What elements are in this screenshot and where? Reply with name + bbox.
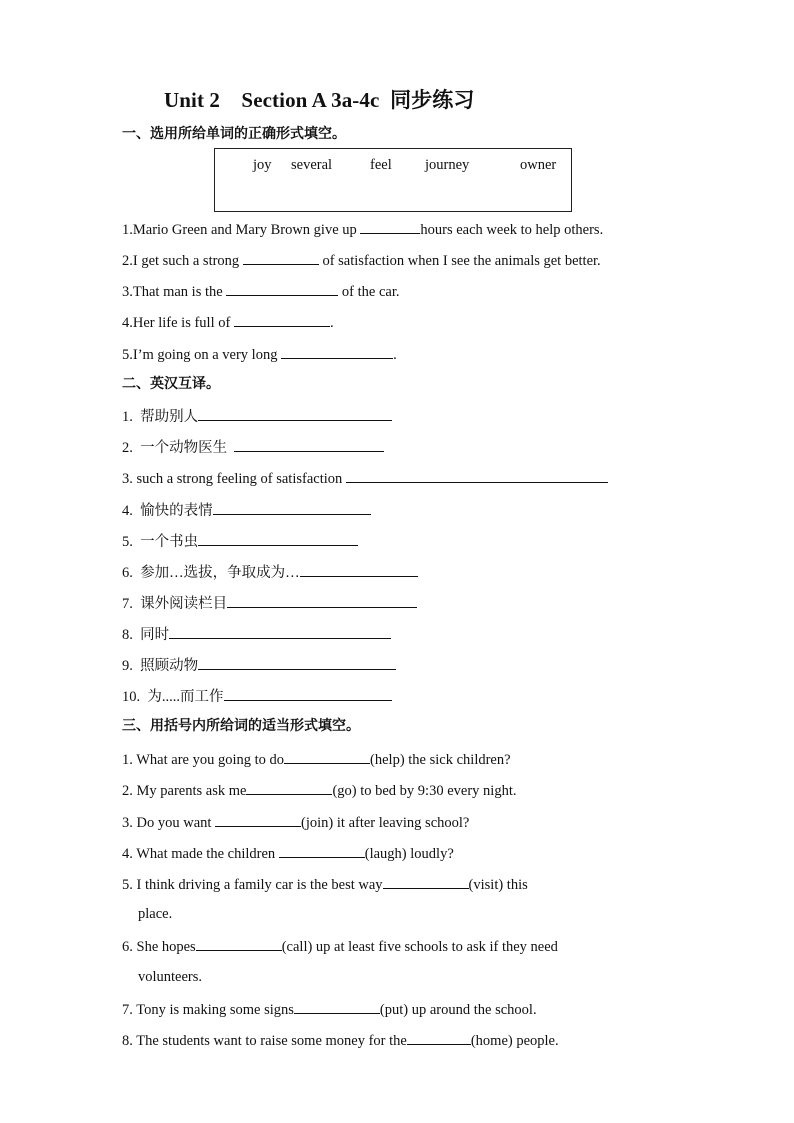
answer-blank[interactable]: [234, 436, 384, 452]
section3-heading: 三、用括号内所给词的适当形式填空。: [122, 718, 360, 734]
exercise-item: [122, 280, 400, 302]
item-text: (go) to bed by 9:30 every night.: [332, 783, 517, 799]
word-bank-item: feel: [370, 157, 392, 173]
answer-blank[interactable]: [196, 935, 282, 951]
exercise-item: [122, 842, 454, 864]
exercise-item: [122, 685, 392, 707]
section1-heading: 一、选用所给单词的正确形式填空。: [122, 126, 346, 142]
item-text: 3. Do you want: [122, 815, 216, 831]
exercise-item: [122, 654, 396, 676]
exercise-item: [122, 623, 391, 645]
item-text: 3.That man is the: [122, 284, 227, 300]
answer-blank[interactable]: [234, 311, 330, 327]
word-bank-box: [214, 148, 572, 212]
exercise-item: [122, 467, 608, 489]
answer-blank[interactable]: [300, 561, 418, 577]
item-text: 7. 课外阅读栏目: [122, 596, 228, 612]
answer-blank[interactable]: [407, 1029, 471, 1045]
answer-blank[interactable]: [246, 779, 332, 795]
item-text: 2. My parents ask me: [122, 783, 247, 799]
item-text: 2.I get such a strong: [122, 253, 243, 269]
item-text: of the car.: [338, 284, 400, 300]
answer-blank[interactable]: [294, 998, 380, 1014]
item-text: 4. 愉快的表情: [122, 503, 213, 519]
item-text: 8. The students want to raise some money for the: [122, 1033, 407, 1049]
item-text: 1. 帮助别人: [122, 409, 199, 425]
item-text: 5.I’m going on a very long: [122, 347, 282, 363]
exercise-item: [122, 249, 601, 271]
section2-heading: 二、英汉互译。: [122, 376, 220, 392]
answer-blank[interactable]: [198, 530, 358, 546]
item-text: (call) up at least five schools to ask if they need: [281, 939, 558, 955]
word-bank-item: joy: [253, 157, 272, 173]
word-bank-item: several: [291, 157, 333, 173]
exercise-item: [122, 530, 358, 552]
exercise-item: [122, 343, 397, 365]
exercise-item: [122, 592, 417, 614]
item-text: 10. 为.....而工作: [122, 689, 224, 705]
exercise-item: [122, 218, 603, 240]
exercise-item: [122, 405, 392, 427]
item-text: .: [329, 315, 334, 331]
item-text: (put) up around the school.: [379, 1002, 537, 1018]
answer-blank[interactable]: [215, 811, 301, 827]
answer-blank[interactable]: [346, 467, 608, 483]
answer-blank[interactable]: [226, 280, 338, 296]
word-bank-item: journey: [425, 157, 470, 173]
answer-blank[interactable]: [198, 405, 392, 421]
item-text: 2. 一个动物医生: [122, 440, 235, 456]
answer-blank[interactable]: [169, 623, 391, 639]
exercise-item: [122, 998, 537, 1020]
answer-blank[interactable]: [243, 249, 319, 265]
answer-blank[interactable]: [198, 654, 396, 670]
item-text: 9. 照顾动物: [122, 658, 199, 674]
item-text: 6. 参加…选拔，争取成为…: [122, 565, 300, 581]
item-text: .: [393, 347, 397, 363]
exercise-item: [122, 873, 528, 895]
item-text: 7. Tony is making some signs: [122, 1002, 294, 1018]
item-text: (home) people.: [470, 1033, 559, 1049]
exercise-item: [122, 811, 469, 833]
answer-blank[interactable]: [213, 499, 371, 515]
item-text: 5. 一个书虫: [122, 534, 199, 550]
item-text: 1.Mario Green and Mary Brown give up: [122, 222, 361, 238]
item-text: (laugh) loudly?: [364, 846, 454, 862]
word-bank-item: owner: [520, 157, 557, 173]
item-text: 6. She hopes: [122, 939, 196, 955]
answer-blank[interactable]: [284, 748, 370, 764]
item-text: 5. I think driving a family car is the best way: [122, 877, 383, 893]
item-text: (visit) this: [468, 877, 528, 893]
exercise-item: [122, 935, 558, 957]
exercise-item: [122, 436, 384, 458]
answer-blank[interactable]: [227, 592, 417, 608]
item-text: 1. What are you going to do: [122, 752, 285, 768]
exercise-item: [122, 1029, 559, 1051]
exercise-item: [122, 311, 334, 333]
item-text: 4.Her life is full of: [122, 315, 234, 331]
exercise-item-continuation: volunteers.: [138, 969, 203, 985]
exercise-item: [122, 499, 371, 521]
item-text: (join) it after leaving school?: [301, 815, 470, 831]
answer-blank[interactable]: [383, 873, 469, 889]
item-text: hours each week to help others.: [420, 222, 604, 238]
answer-blank[interactable]: [281, 343, 393, 359]
item-text: of satisfaction when I see the animals get better.: [318, 253, 601, 269]
answer-blank[interactable]: [224, 685, 392, 701]
exercise-item: [122, 561, 418, 583]
item-text: 4. What made the children: [122, 846, 279, 862]
item-text: 8. 同时: [122, 627, 170, 643]
item-text: 3. such a strong feeling of satisfaction: [122, 471, 346, 487]
answer-blank[interactable]: [279, 842, 365, 858]
page-title: Unit 2 Section A 3a-4c 同步练习: [164, 88, 475, 112]
item-text: (help) the sick children?: [370, 752, 511, 768]
exercise-item: [122, 748, 511, 770]
answer-blank[interactable]: [360, 218, 420, 234]
exercise-item-continuation: place.: [138, 906, 173, 922]
exercise-item: [122, 779, 516, 801]
